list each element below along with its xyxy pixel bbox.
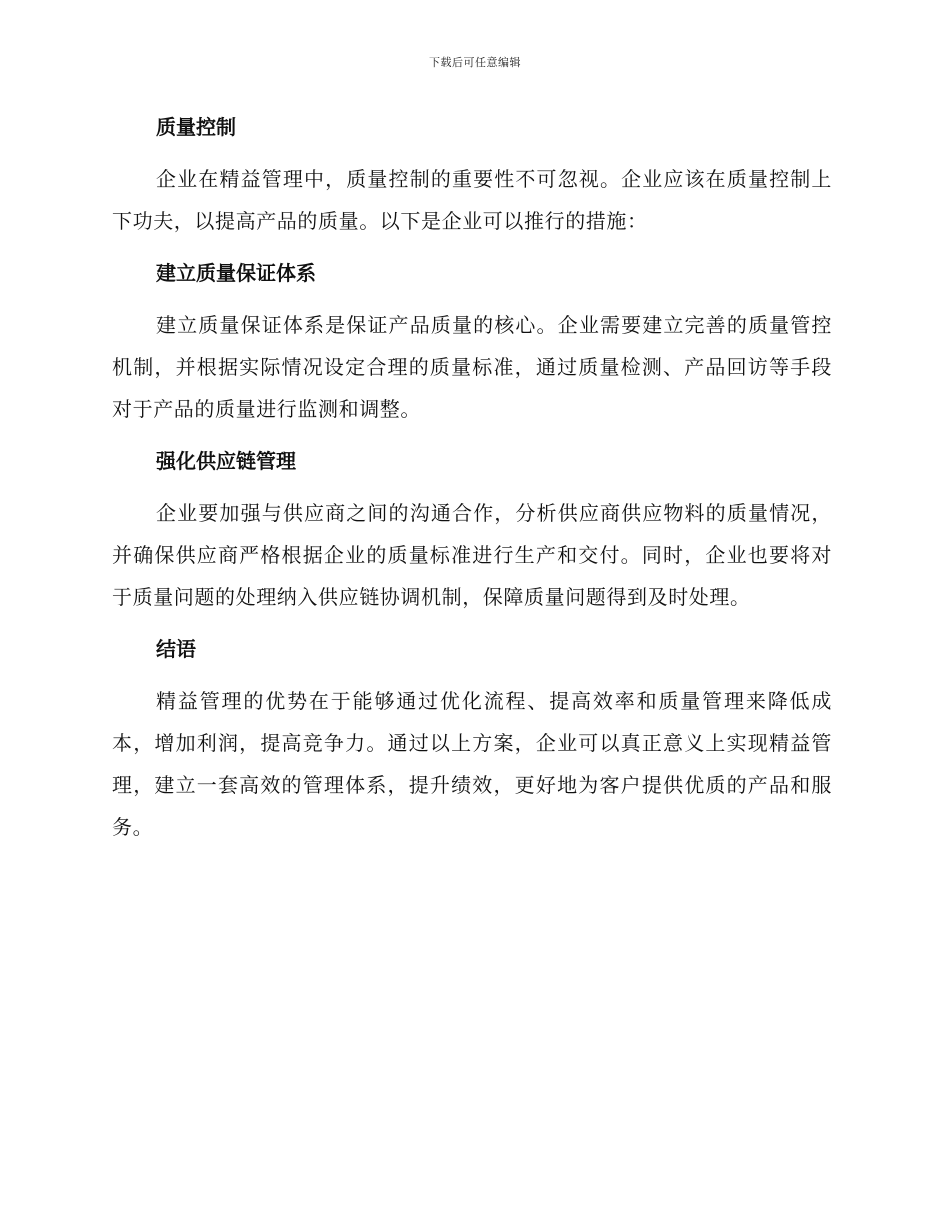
document-body [112, 106, 832, 858]
section-conclusion [112, 628, 832, 848]
section-quality-control [112, 106, 832, 242]
paragraph: 企业要加强与供应商之间的沟通合作，分析供应商供应物料的质量情况，并确保供应商严格根据企业的质量标准进行生产和交付。同时，企业也要将对于质量问题的处理纳入供应链协调机制，保障质量问题得到及时处理。 [112, 501, 832, 609]
section-supply-chain [112, 440, 832, 618]
paragraph: 精益管理的优势在于能够通过优化流程、提高效率和质量管理来降低成本，增加利润，提高竞争力。通过以上方案，企业可以真正意义上实现精益管理，建立一套高效的管理体系，提升绩效，更好地为客户提供优质的产品和服务。 [112, 689, 832, 839]
section-heading: 质量控制 [156, 115, 236, 139]
page-header: 下载后可任意编辑 [429, 56, 521, 69]
paragraph: 建立质量保证体系是保证产品质量的核心。企业需要建立完善的质量管控机制，并根据实际情况设定合理的质量标准，通过质量检测、产品回访等手段对于产品的质量进行监测和调整。 [112, 313, 832, 421]
section-heading: 结语 [156, 637, 196, 661]
section-heading: 强化供应链管理 [156, 449, 296, 473]
section-quality-assurance [112, 252, 832, 430]
section-heading: 建立质量保证体系 [156, 261, 316, 285]
paragraph: 企业在精益管理中，质量控制的重要性不可忽视。企业应该在质量控制上下功夫，以提高产品的质量。以下是企业可以推行的措施： [112, 167, 832, 233]
